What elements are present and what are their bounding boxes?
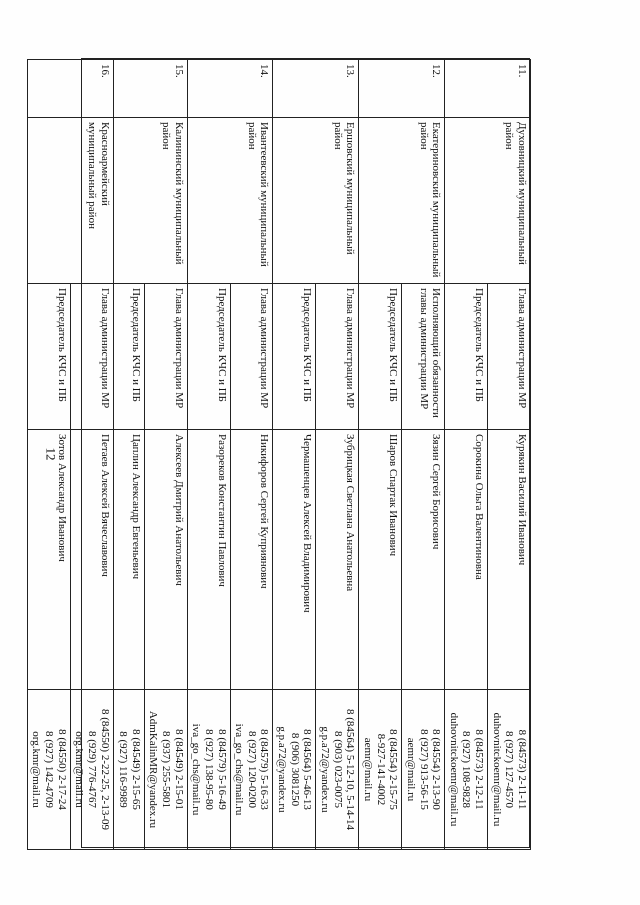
position-cell: Председатель КЧС и ПБ [445,284,488,430]
position-cell: Исполняющий обязанности главы администрации МР [402,284,445,430]
phone-line: 8 (84579) 5-16-33 [258,729,271,810]
row-number: 12. [359,60,445,118]
email-line: AdmKalinMR@yandex.ru [147,710,160,829]
phone-line: 8 (84564) 5-46-13 [301,729,314,810]
name-cell: Чермашенцев Алексей Владимирович [273,430,316,690]
position-cell: Глава администрации МР [488,284,531,430]
phone-line: 8 (84554) 2-15-75 [387,729,400,810]
phone-line: 8 (927) 120-0200 [245,731,258,808]
phone-line: 8 (84549) 2-15-01 [172,729,185,810]
position-cell: Председатель КЧС и ПБ [27,284,70,430]
rotated-table-wrapper [30,59,531,849]
table-row [402,60,445,850]
contact-cell [187,690,230,850]
district-name: Ершовский муниципальный район [273,118,359,284]
name-cell: Алексеев Дмитрий Анатольевич [144,430,187,690]
phone-line: 8 (929) 776-4767 [86,731,99,808]
contact-cell [27,690,70,850]
table-row [316,60,359,850]
phone-line: 8 (906) 3081250 [288,732,301,807]
table-row [488,60,531,850]
phone-line: 8 (927) 116-9989 [117,731,130,808]
contact-cell [113,690,144,850]
phone-line: 8 (927) 108-9828 [460,731,473,808]
table-row [144,60,187,850]
page-number: 12 [43,447,59,461]
name-cell: Курякин Василий Иванович [488,430,531,690]
district-name: Екатериновский муниципальный район [359,118,445,284]
position-cell: Глава администрации МР [316,284,359,430]
email-line: g.p.a72@yandex.ru [276,726,289,813]
phone-line: 8 (84550) 2-17-24 [55,729,68,810]
position-cell: Глава администрации МР [70,284,113,430]
position-cell: Председатель КЧС и ПБ [359,284,402,430]
position-cell: Председатель КЧС и ПБ [187,284,230,430]
row-number: 14. [187,60,273,118]
phone-line: 8 (903) 023-0075 [331,731,344,808]
email-line: org.kmr@mail.ru [73,731,86,808]
name-cell: Никифоров Сергей Куприянович [230,430,273,690]
contact-cell [488,690,531,850]
phone-line: 8 (84550) 2-22-25, 2-13-09 [98,709,111,830]
name-cell: Разореков Константин Павлович [187,430,230,690]
email-line: iva_go_chs@mail.ru [233,723,246,816]
phone-line: 8 (84549) 2-15-65 [129,729,142,810]
phone-line: 8 (84564) 5-12-10, 5-14-14 [344,709,357,830]
contact-cell [273,690,316,850]
position-cell: Глава администрации МР [230,284,273,430]
phone-line: 8 (937) 255-5801 [159,731,172,808]
phone-line: 8-927-141-4002 [374,733,387,806]
phone-line: 8 (927) 142-4709 [43,731,56,808]
table-sheet [30,58,530,848]
contact-cell [144,690,187,850]
row-number: 16. [27,60,113,118]
name-cell: Сорокина Ольга Валентиновна [445,430,488,690]
district-name: Ивантеевский муниципальный район [187,118,273,284]
contact-cell [402,690,445,850]
email-line: duhovnitckoemr@mail.ru [447,712,460,827]
district-name: Калининский муниципальный район [113,118,187,284]
contact-cell [445,690,488,850]
contact-cell [359,690,402,850]
name-cell: Петаев Алексей Вячеславович [70,430,113,690]
contacts-table [27,59,531,850]
phone-line: 8 (84579) 5-16-49 [215,729,228,810]
table-row [70,60,113,850]
email-line: aemr@mail.ru [361,737,374,802]
contact-cell [316,690,359,850]
name-cell: Зубрицкая Светлана Анатольевна [316,430,359,690]
email-line: aemr@mail.ru [404,737,417,802]
position-cell: Председатель КЧС и ПБ [273,284,316,430]
phone-line: 8 (84554) 2-13-90 [430,729,443,810]
position-cell: Председатель КЧС и ПБ [113,284,144,430]
phone-line: 8 (927) 127-4570 [503,731,516,808]
name-cell: Зязин Сергей Борисович [402,430,445,690]
name-cell: Шаров Спартак Иванович [359,430,402,690]
phone-line: 8 (927) 138-95-80 [202,729,215,810]
email-line: iva_go_chs@mail.ru [190,723,203,816]
district-name: Красноармейский муниципальный район [27,118,113,284]
position-cell: Глава администрации МР [144,284,187,430]
row-number: 11. [445,60,531,118]
email-line: org.kmr@mail.ru [30,731,43,808]
phone-line: 8 (84573) 2-12-11 [473,729,486,810]
table-row [230,60,273,850]
contact-cell [70,690,113,850]
phone-line: 8 (927) 913-56-15 [417,729,430,810]
email-line: duhovnitckoemr@mail.ru [490,712,503,827]
contact-cell [230,690,273,850]
row-number: 15. [113,60,187,118]
name-cell: Зотов Александр Иванович [27,430,70,690]
email-line: g.p.a72@yandex.ru [319,726,332,813]
row-number: 13. [273,60,359,118]
district-name: Духовницкий муниципальный район [445,118,531,284]
phone-line: 8 (84573) 2-11-11 [516,729,528,810]
name-cell: Цаплин Александр Евгеньевич [113,430,144,690]
